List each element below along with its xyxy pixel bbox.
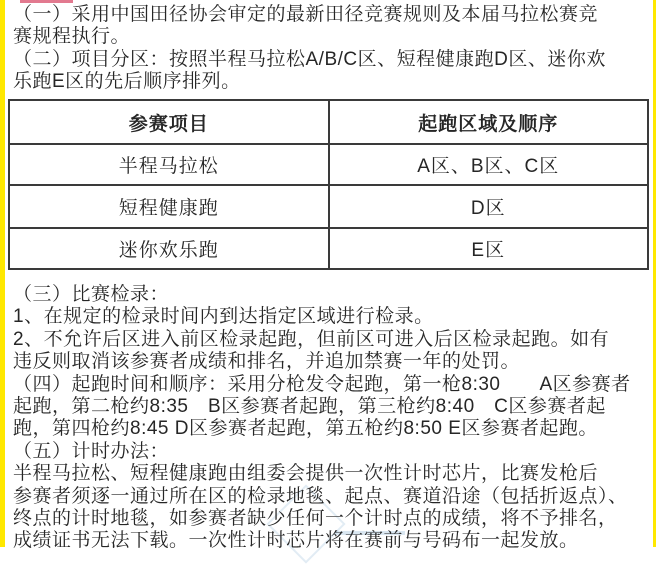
paragraph-line: 违反则取消该参赛者成绩和排名，并追加禁赛一年的处罚。 — [13, 351, 521, 373]
paragraph-line: 1、在规定的检录时间内到达指定区域进行检录。 — [13, 306, 434, 328]
paragraph-line: 终点的计时地毯，如参赛者缺少任何一个计时点的成绩，将不予排名， — [13, 507, 618, 529]
paragraph-line: 跑，第四枪约8:45 D区参赛者起跑，第五枪约8:50 E区参赛者起跑。 — [13, 418, 598, 440]
paragraph-line: （五）计时办法： — [13, 440, 170, 462]
paragraph-line: （四）起跑时间和顺序：采用分枪发令起跑，第一枪8:30 A区参赛者 — [13, 373, 631, 395]
paragraph-line: （二）项目分区：按照半程马拉松A/B/C区、短程健康跑D区、迷你欢 — [13, 48, 606, 70]
table-row — [9, 144, 648, 185]
paragraph-line: （三）比赛检录： — [13, 284, 170, 305]
table-cell: D区 — [329, 185, 649, 228]
table-cell: 短程健康跑 — [9, 185, 329, 228]
paragraph-line: 乐跑E区的先后顺序排列。 — [13, 71, 241, 93]
table-cell: A区、B区、C区 — [329, 144, 649, 185]
paragraph-line: （一）采用中国田径协会审定的最新田径竞赛规则及本届马拉松赛竞 — [13, 4, 599, 25]
pink-highlight-fragment — [20, 0, 73, 3]
table-header-cell: 起跑区域及顺序 — [329, 100, 649, 144]
paragraph-line: 2、不允许后区进入前区检录起跑，但前区可进入后区检录起跑。如有 — [13, 328, 610, 350]
intro-paragraphs — [13, 4, 650, 94]
start-zone-table — [8, 99, 649, 270]
paragraph-line: 赛规程执行。 — [13, 26, 131, 48]
rules-paragraphs — [13, 284, 650, 553]
table-header-cell: 参赛项目 — [9, 100, 329, 144]
table-row — [9, 228, 648, 269]
table-cell: 迷你欢乐跑 — [9, 228, 329, 269]
paragraph-line: 参赛者须逐一通过所在区的检录地毯、起点、赛道沿途（包括折返点）、 — [13, 485, 628, 507]
left-accent-bar — [0, 0, 5, 547]
paragraph-line: 成绩证书无法下载。一次性计时芯片将在赛前与号码布一起发放。 — [13, 530, 579, 552]
table-row — [9, 185, 648, 228]
table-cell: E区 — [329, 228, 649, 269]
paragraph-line: 半程马拉松、短程健康跑由组委会提供一次性计时芯片，比赛发枪后 — [13, 463, 599, 485]
paragraph-line: 起跑，第二枪约8:35 B区参赛者起跑，第三枪约8:40 C区参赛者起 — [13, 395, 606, 417]
table-header-row — [9, 100, 648, 144]
table-cell: 半程马拉松 — [9, 144, 329, 185]
